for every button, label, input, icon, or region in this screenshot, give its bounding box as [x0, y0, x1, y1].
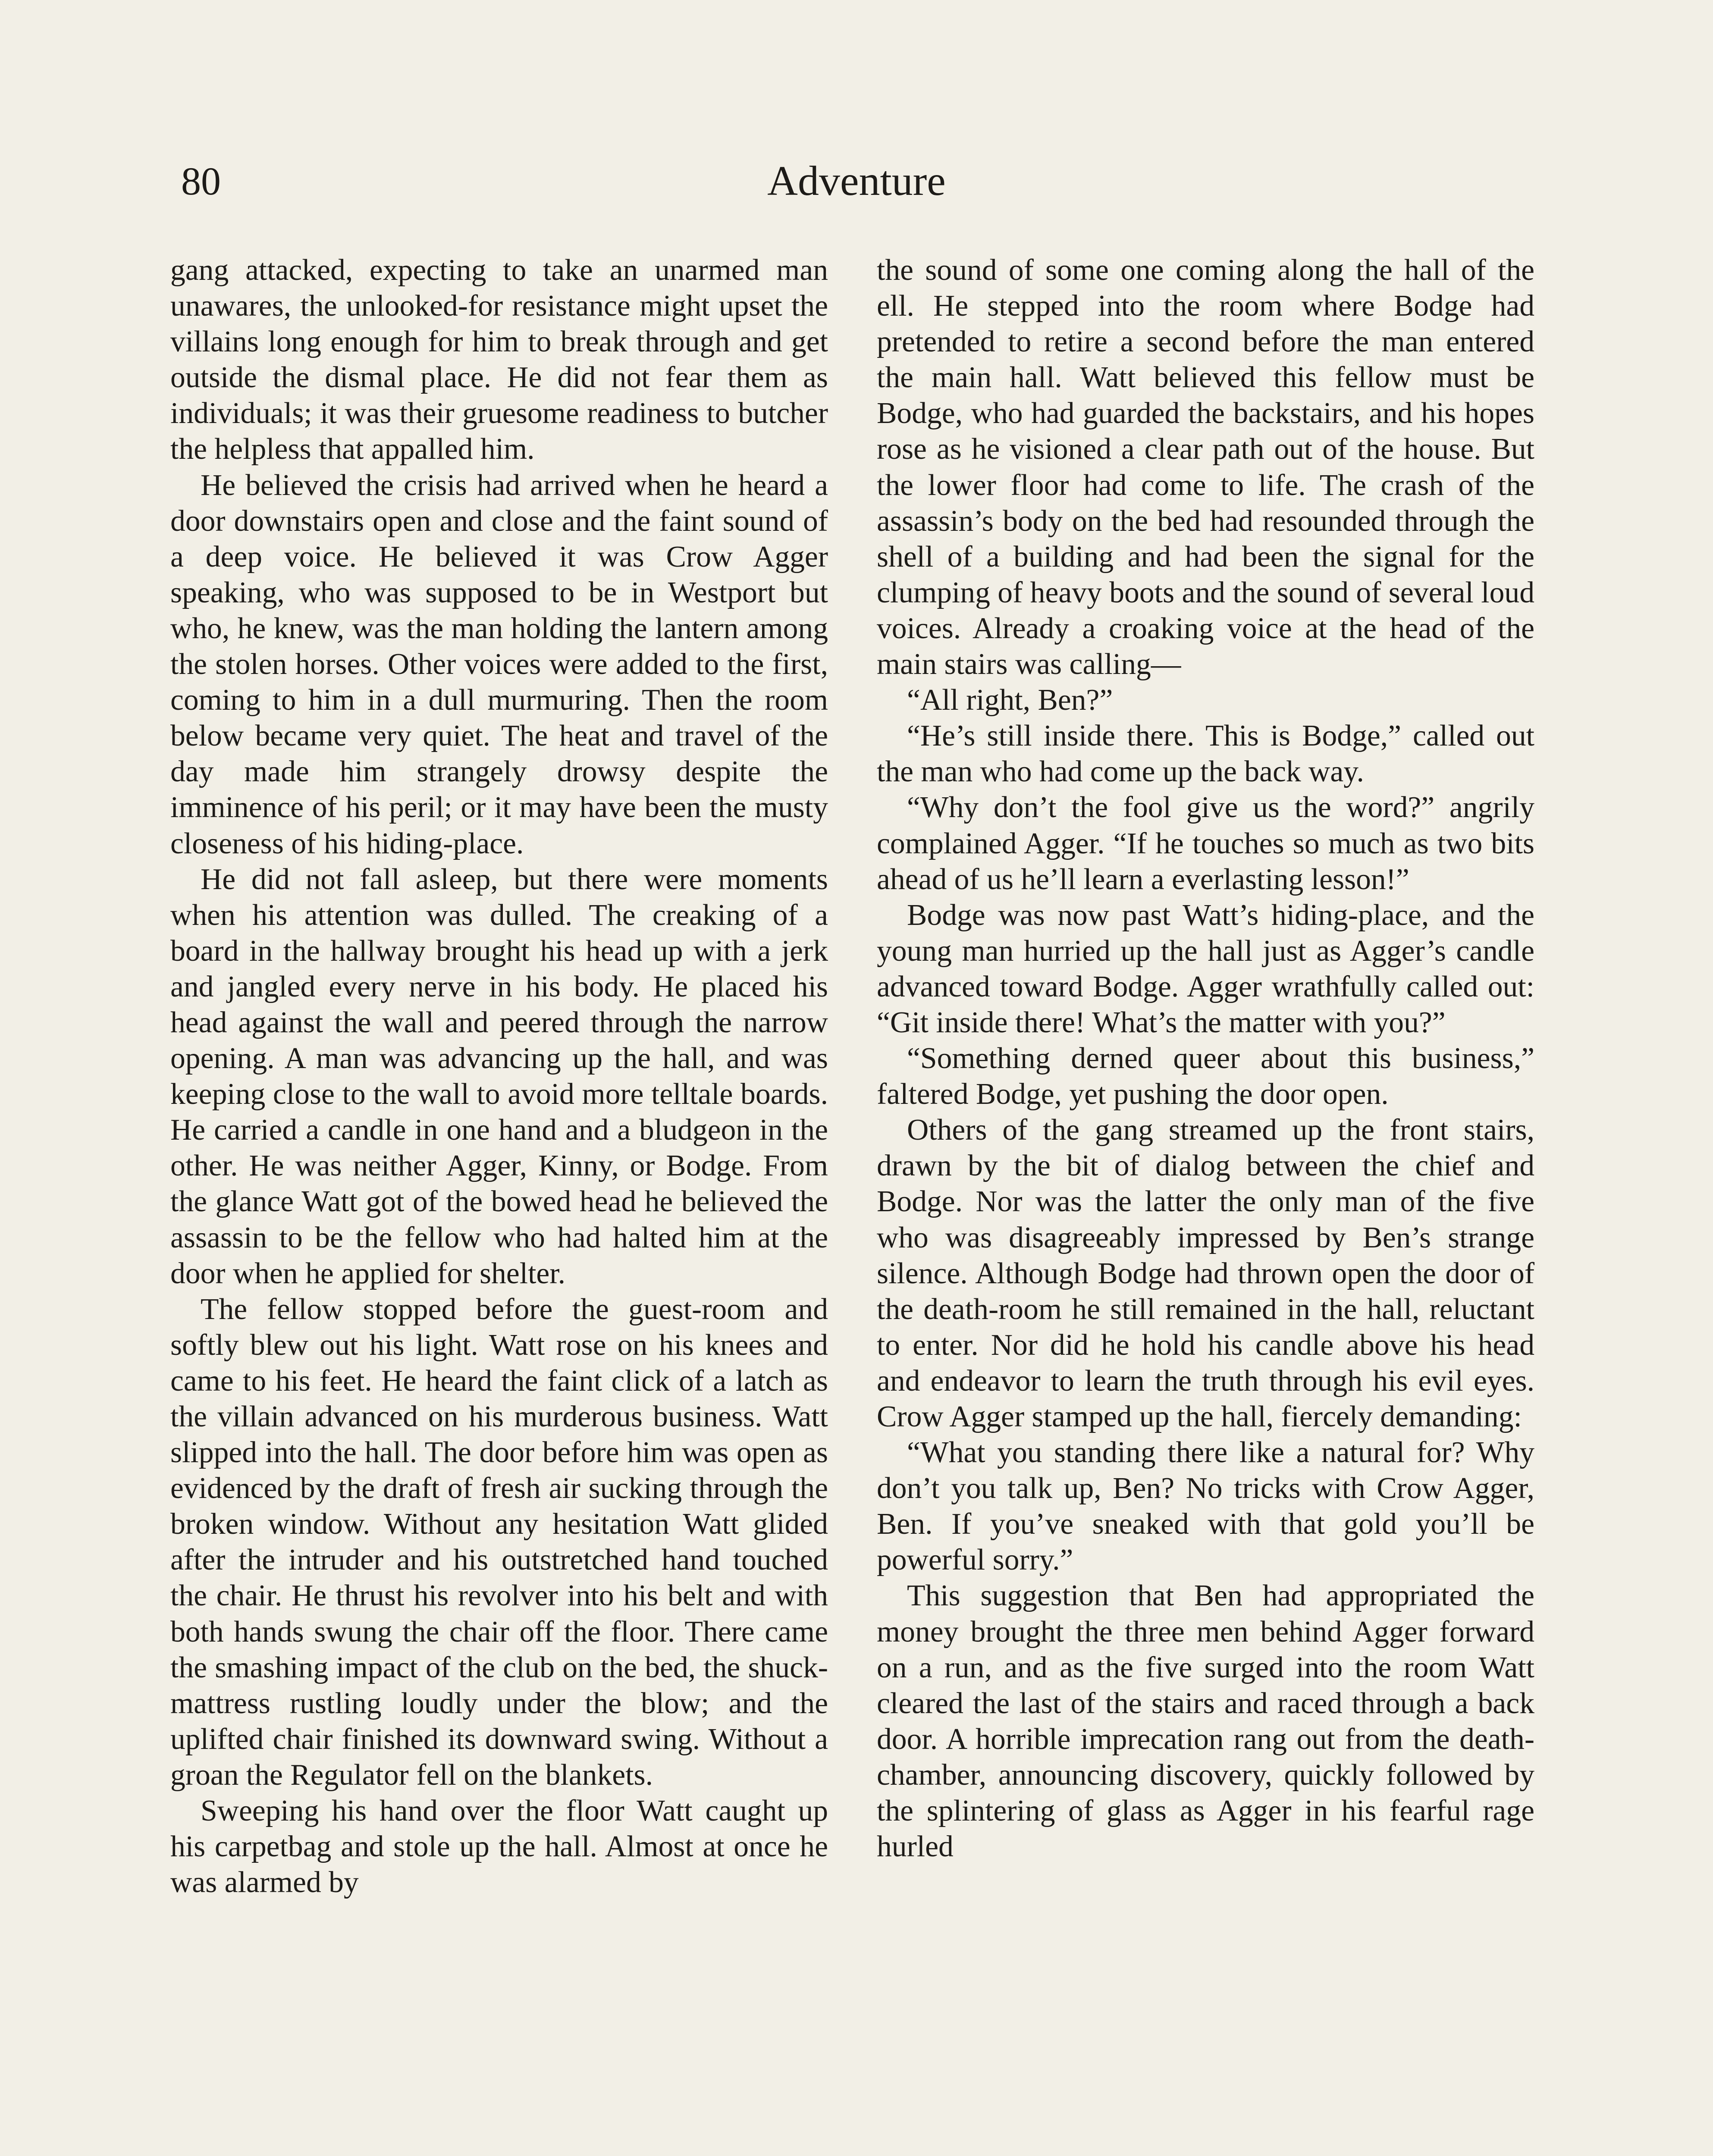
paragraph: Bodge was now past Watt’s hiding-place, and the young man hurried up the hall just as Agger’s candle advanced toward Bodge. Agger wrathfully called out: “Git inside there! What’s the matter with you?”	[877, 898, 1534, 1039]
paragraph: The fellow stopped before the guest-room and softly blew out his light. Watt rose on his knees and came to his feet. He heard the faint click of a latch as the villain advanced on his murderous business. Watt slipped into the hall. The door before him was open as evidenced by the draft of fresh air sucking through the broken window. Without any hesitation Watt glided after the intruder and his outstretched hand touched the chair. He thrust his revolver into his belt and with both hands swung the chair off the floor. There came the smashing impact of the club on the bed, the shuck-mattress rustling loudly under the blow; and the uplifted chair finished its downward swing. Without a groan the Regulator fell on the blankets.	[170, 1292, 828, 1792]
right-column	[877, 252, 1534, 1865]
paragraph: Sweeping his hand over the floor Watt caught up his carpetbag and stole up the hall. Almost at once he was alarmed by	[170, 1794, 828, 1899]
paragraph: “He’s still inside there. This is Bodge,” called out the man who had come up the back way.	[877, 719, 1534, 789]
paragraph: “Something derned queer about this business,” faltered Bodge, yet pushing the door open.	[877, 1042, 1534, 1111]
paragraph: gang attacked, expecting to take an unarmed man unawares, the unlooked-for resistance might upset the villains long enough for him to break through and get outside the dismal place. He did not fear them as individuals; it was their gruesome readiness to butcher the helpless that appalled him.	[170, 254, 828, 466]
paragraph: the sound of some one coming along the hall of the ell. He stepped into the room where Bodge had pretended to retire a second before the man entered the main hall. Watt believed this fellow must be Bodge, who had guarded the backstairs, and his hopes rose as he visioned a clear path out of the house. But the lower floor had come to life. The crash of the assassin’s body on the bed had resounded through the shell of a building and had been the signal for the clumping of heavy boots and the sound of several loud voices. Already a croaking voice at the head of the main stairs was calling—	[877, 254, 1534, 681]
paragraph: “All right, Ben?”	[907, 683, 1113, 717]
page-header	[0, 155, 1713, 216]
page-number: 80	[181, 159, 221, 203]
paragraph: Others of the gang streamed up the front stairs, drawn by the bit of dialog between the chief and Bodge. Nor was the latter the only man of the five who was disagreeably impressed by Ben’s strange silence. Although Bodge had thrown open the door of the death-room he still remained in the hall, reluctant to enter. Nor did he hold his candle above his head and endeavor to learn the truth through his evil eyes. Crow Agger stamped up the hall, fiercely demanding:	[877, 1113, 1534, 1433]
paragraph: “What you standing there like a natural for? Why don’t you talk up, Ben? No tricks with Crow Agger, Ben. If you’ve sneaked with that gold you’ll be powerful sorry.”	[877, 1436, 1534, 1577]
paragraph: This suggestion that Ben had appropriated the money brought the three men behind Agger forward on a run, and as the five surged into the room Watt cleared the last of the stairs and raced through a back door. A horrible imprecation rang out from the death-chamber, announcing discovery, quickly followed by the splintering of glass as Agger in his fearful rage hurled	[877, 1579, 1534, 1864]
left-column	[170, 252, 828, 1900]
paragraph: He believed the crisis had arrived when he heard a door downstairs open and close and the faint sound of a deep voice. He believed it was Crow Agger speaking, who was supposed to be in Westport but who, he knew, was the man holding the lantern among the stolen horses. Other voices were added to the first, coming to him in a dull murmuring. Then the room below became very quiet. The heat and travel of the day made him strangely drowsy despite the imminence of his peril; or it may have been the musty closeness of his hiding-place.	[170, 468, 828, 860]
paragraph: “Why don’t the fool give us the word?” angrily complained Agger. “If he touches so much as two bits ahead of us he’ll learn a everlasting lesson!”	[877, 791, 1534, 896]
running-title: Adventure	[767, 158, 946, 204]
paragraph: He did not fall asleep, but there were moments when his attention was dulled. The creaking of a board in the hallway brought his head up with a jerk and jangled every nerve in his body. He placed his head against the wall and peered through the narrow opening. A man was advancing up the hall, and was keeping close to the wall to avoid more telltale boards. He carried a candle in one hand and a bludgeon in the other. He was neither Agger, Kinny, or Bodge. From the glance Watt got of the bowed head he believed the assassin to be the fellow who had halted him at the door when he applied for shelter.	[170, 862, 828, 1290]
